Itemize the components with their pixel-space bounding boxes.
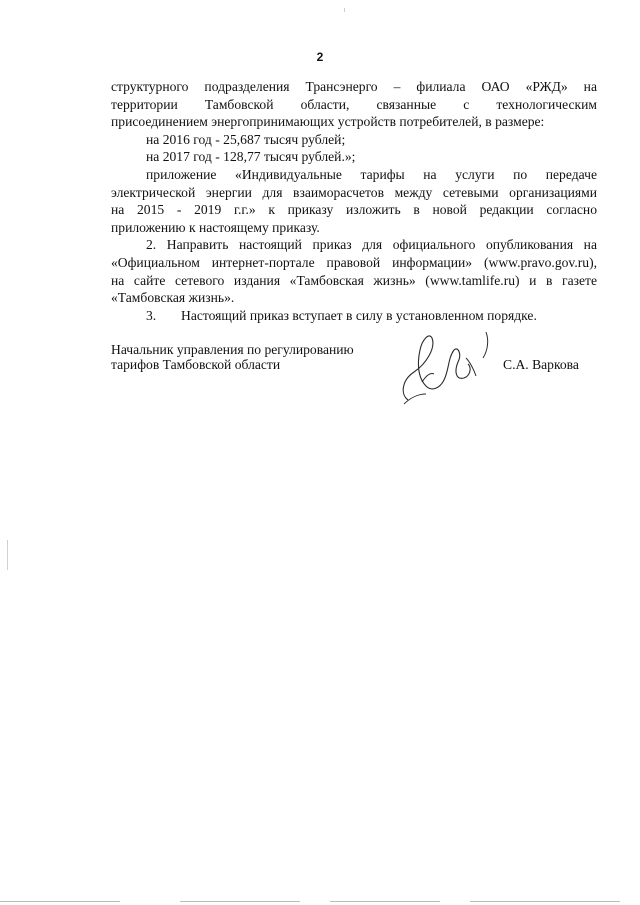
scan-edge-mark	[344, 8, 345, 12]
signatory-position	[111, 342, 354, 372]
tariff-2017-line: на 2017 год - 128,77 тысяч рублей.»;	[146, 149, 356, 165]
body-line: «Официальном интернет-портале правовой информации» (www.pravo.gov.ru),	[111, 254, 597, 270]
body-line: электрической энергии для взаиморасчетов между сетевыми организациями	[111, 184, 597, 200]
body-line: на 2015 - 2019 г.г.» к приказу изложить в новой редакции согласно	[111, 202, 597, 218]
scan-edge-mark	[0, 901, 120, 902]
body-line: на сайте сетевого издания «Тамбовская жизнь» (www.tamlife.ru) и в газете	[111, 272, 597, 288]
body-line: «Тамбовская жизнь».	[111, 290, 235, 306]
item-3-number: 3.	[146, 307, 157, 323]
document-body	[111, 78, 597, 324]
scan-edge-mark	[330, 901, 440, 902]
tariff-2016-line: на 2016 год - 25,687 тысяч рублей;	[146, 131, 346, 147]
page-number: 2	[316, 50, 324, 64]
item-2-line: 2. Направить настоящий приказ для официального опубликования на	[146, 237, 597, 253]
body-line: приложению к настоящему приказу.	[111, 219, 320, 235]
handwritten-signature	[396, 328, 504, 408]
body-line: территории Тамбовской области, связанные с технологическим	[111, 96, 597, 112]
body-line: присоединением энергопринимающих устройств потребителей, в размере:	[111, 114, 545, 130]
position-line: тарифов Тамбовской области	[111, 357, 281, 372]
body-line: структурного подразделения Трансэнерго – филиала ОАО «РЖД» на	[111, 79, 597, 94]
item-3-line	[111, 307, 597, 325]
scan-edge-mark	[470, 901, 620, 902]
position-line: Начальник управления по регулированию	[111, 342, 354, 357]
scan-edge-mark	[180, 901, 300, 902]
item-3-text: Настоящий приказ вступает в силу в установленном порядке.	[181, 307, 537, 323]
scan-edge-mark	[7, 540, 8, 570]
signatory-name: С.А. Варкова	[503, 357, 579, 372]
body-line: приложение «Индивидуальные тарифы на услуги по передаче	[146, 166, 597, 182]
